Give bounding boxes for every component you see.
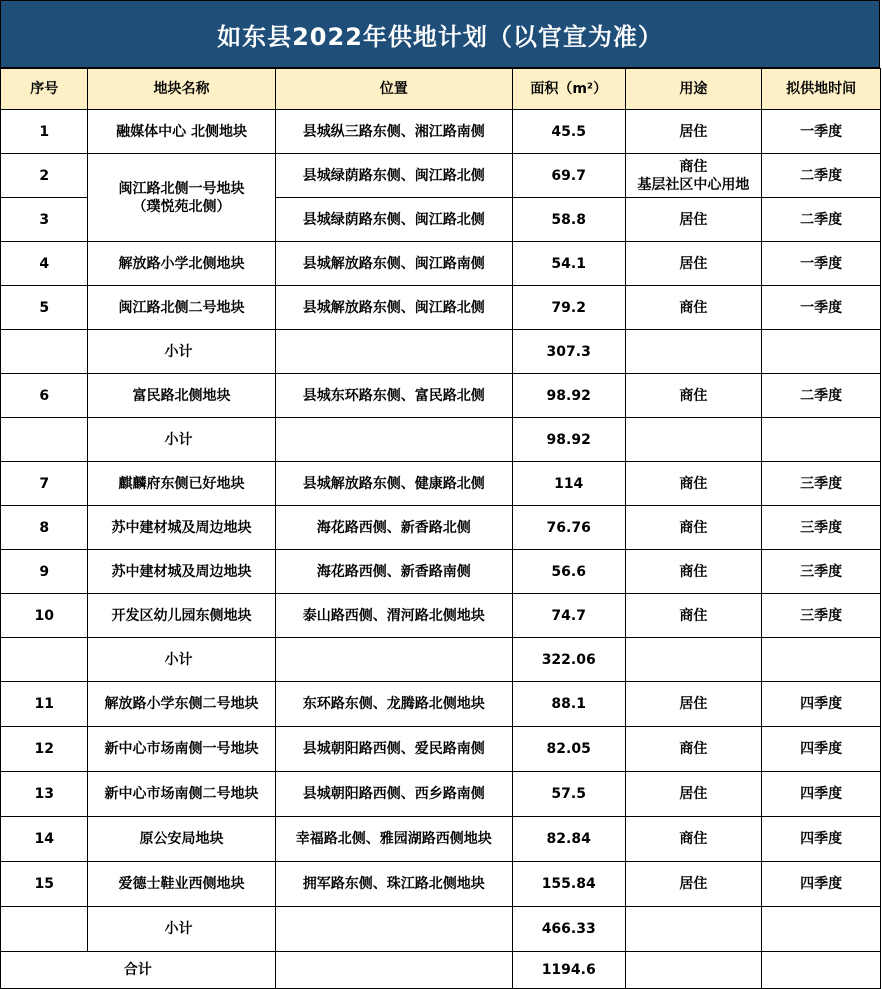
subtotal-label: 小计 (88, 330, 275, 374)
subtotal-area: 307.3 (512, 330, 625, 374)
table-row (1, 110, 881, 154)
cell-time (762, 330, 881, 374)
cell-name: 苏中建材城及周边地块 (88, 506, 275, 550)
cell-location (275, 418, 512, 462)
cell-location: 县城纵三路东侧、湘江路南侧 (275, 110, 512, 154)
cell-usage: 商住 (625, 286, 762, 330)
cell-usage: 商住 (625, 462, 762, 506)
cell-usage (625, 154, 762, 198)
cell-location: 县城绿荫路东侧、闽江路北侧 (275, 198, 512, 242)
cell-no (1, 330, 88, 374)
cell-no: 1 (1, 110, 88, 154)
cell-no: 3 (1, 198, 88, 242)
cell-usage (625, 907, 762, 952)
cell-name: 解放路小学东侧二号地块 (88, 682, 275, 727)
cell-usage (625, 418, 762, 462)
total-row (1, 952, 881, 989)
cell-usage (625, 638, 762, 682)
table-row (1, 862, 881, 907)
header-name: 地块名称 (88, 69, 275, 110)
header-time: 拟供地时间 (762, 69, 881, 110)
header-no: 序号 (1, 69, 88, 110)
land-supply-table (0, 68, 881, 989)
cell-area: 58.8 (512, 198, 625, 242)
cell-usage: 居住 (625, 772, 762, 817)
table-row (1, 154, 881, 198)
cell-name-line2: （璞悦苑北侧） (132, 198, 231, 215)
cell-location: 泰山路西侧、渭河路北侧地块 (275, 594, 512, 638)
table-row (1, 286, 881, 330)
cell-location (275, 330, 512, 374)
cell-area: 56.6 (512, 550, 625, 594)
header-area-label: 面积（ (530, 81, 573, 97)
cell-name: 富民路北侧地块 (88, 374, 275, 418)
header-area (512, 69, 625, 110)
cell-area: 76.76 (512, 506, 625, 550)
cell-time (762, 418, 881, 462)
cell-time: 四季度 (762, 772, 881, 817)
table-row (1, 242, 881, 286)
cell-location: 县城朝阳路西侧、爱民路南侧 (275, 727, 512, 772)
cell-name: 闽江路北侧二号地块 (88, 286, 275, 330)
subtotal-row (1, 907, 881, 952)
cell-time: 一季度 (762, 110, 881, 154)
cell-location: 县城东环路东侧、富民路北侧 (275, 374, 512, 418)
cell-no (1, 638, 88, 682)
cell-no: 5 (1, 286, 88, 330)
subtotal-area: 98.92 (512, 418, 625, 462)
cell-location: 海花路西侧、新香路北侧 (275, 506, 512, 550)
cell-name: 爱德士鞋业西侧地块 (88, 862, 275, 907)
cell-usage: 居住 (625, 862, 762, 907)
cell-usage: 居住 (625, 198, 762, 242)
cell-usage: 居住 (625, 682, 762, 727)
cell-no: 8 (1, 506, 88, 550)
cell-name: 苏中建材城及周边地块 (88, 550, 275, 594)
cell-usage: 商住 (625, 550, 762, 594)
cell-location: 东环路东侧、龙腾路北侧地块 (275, 682, 512, 727)
cell-area: 82.84 (512, 817, 625, 862)
cell-location (275, 952, 512, 989)
cell-time: 四季度 (762, 682, 881, 727)
header-usage: 用途 (625, 69, 762, 110)
cell-location (275, 638, 512, 682)
cell-name: 融媒体中心 北侧地块 (88, 110, 275, 154)
sheet-title: 如东县2022年供地计划（以官宣为准） (0, 0, 880, 68)
cell-no: 4 (1, 242, 88, 286)
cell-usage: 商住 (625, 817, 762, 862)
cell-location: 拥军路东侧、珠江路北侧地块 (275, 862, 512, 907)
cell-area: 57.5 (512, 772, 625, 817)
cell-area: 82.05 (512, 727, 625, 772)
cell-time: 二季度 (762, 198, 881, 242)
cell-usage-line2: 基层社区中心用地 (637, 176, 750, 193)
cell-location: 县城绿荫路东侧、闽江路北侧 (275, 154, 512, 198)
cell-usage: 商住 (625, 727, 762, 772)
cell-no (1, 907, 88, 952)
table-row (1, 506, 881, 550)
cell-no: 11 (1, 682, 88, 727)
cell-location: 海花路西侧、新香路南侧 (275, 550, 512, 594)
cell-time: 四季度 (762, 862, 881, 907)
table-row (1, 817, 881, 862)
cell-area: 79.2 (512, 286, 625, 330)
cell-name: 解放路小学北侧地块 (88, 242, 275, 286)
subtotal-row (1, 638, 881, 682)
cell-time (762, 952, 881, 989)
cell-name: 开发区幼儿园东侧地块 (88, 594, 275, 638)
table-row (1, 462, 881, 506)
cell-area: 155.84 (512, 862, 625, 907)
cell-area: 74.7 (512, 594, 625, 638)
cell-time (762, 638, 881, 682)
cell-no: 2 (1, 154, 88, 198)
subtotal-label: 小计 (88, 638, 275, 682)
cell-usage: 商住 (625, 506, 762, 550)
subtotal-row (1, 418, 881, 462)
header-row (1, 69, 881, 110)
cell-time: 二季度 (762, 374, 881, 418)
header-area-unit: m² (572, 81, 594, 97)
cell-name: 麒麟府东侧已好地块 (88, 462, 275, 506)
cell-area: 69.7 (512, 154, 625, 198)
cell-time: 一季度 (762, 242, 881, 286)
subtotal-area: 322.06 (512, 638, 625, 682)
cell-name (88, 154, 275, 242)
cell-time: 三季度 (762, 462, 881, 506)
cell-time: 三季度 (762, 506, 881, 550)
cell-location: 幸福路北侧、雅园湖路西侧地块 (275, 817, 512, 862)
cell-no (1, 418, 88, 462)
cell-location: 县城解放路东侧、闽江路北侧 (275, 286, 512, 330)
header-location: 位置 (275, 69, 512, 110)
cell-no: 14 (1, 817, 88, 862)
cell-time: 三季度 (762, 550, 881, 594)
cell-location: 县城解放路东侧、闽江路南侧 (275, 242, 512, 286)
total-label: 合计 (1, 952, 276, 989)
cell-no: 6 (1, 374, 88, 418)
cell-area: 54.1 (512, 242, 625, 286)
cell-time: 二季度 (762, 154, 881, 198)
cell-usage: 居住 (625, 110, 762, 154)
header-area-close: ） (593, 81, 608, 97)
cell-usage-line1: 商住 (679, 158, 708, 175)
table-row (1, 594, 881, 638)
subtotal-row (1, 330, 881, 374)
cell-no: 12 (1, 727, 88, 772)
cell-area: 98.92 (512, 374, 625, 418)
cell-usage (625, 952, 762, 989)
cell-location: 县城朝阳路西侧、西乡路南侧 (275, 772, 512, 817)
cell-name-line1: 闽江路北侧一号地块 (118, 180, 245, 197)
cell-no: 7 (1, 462, 88, 506)
cell-no: 9 (1, 550, 88, 594)
cell-no: 10 (1, 594, 88, 638)
cell-usage: 商住 (625, 594, 762, 638)
total-area: 1194.6 (512, 952, 625, 989)
cell-time: 四季度 (762, 817, 881, 862)
subtotal-label: 小计 (88, 907, 275, 952)
cell-time: 三季度 (762, 594, 881, 638)
cell-area: 88.1 (512, 682, 625, 727)
table-row (1, 682, 881, 727)
cell-time: 一季度 (762, 286, 881, 330)
cell-usage: 居住 (625, 242, 762, 286)
subtotal-label: 小计 (88, 418, 275, 462)
cell-usage (625, 330, 762, 374)
cell-no: 13 (1, 772, 88, 817)
subtotal-area: 466.33 (512, 907, 625, 952)
table-row (1, 374, 881, 418)
cell-usage: 商住 (625, 374, 762, 418)
table-row (1, 772, 881, 817)
cell-location (275, 907, 512, 952)
table-row (1, 550, 881, 594)
table-row (1, 727, 881, 772)
cell-name: 新中心市场南侧二号地块 (88, 772, 275, 817)
cell-area: 45.5 (512, 110, 625, 154)
cell-name: 新中心市场南侧一号地块 (88, 727, 275, 772)
cell-time: 四季度 (762, 727, 881, 772)
cell-no: 15 (1, 862, 88, 907)
cell-name: 原公安局地块 (88, 817, 275, 862)
cell-location: 县城解放路东侧、健康路北侧 (275, 462, 512, 506)
cell-time (762, 907, 881, 952)
cell-area: 114 (512, 462, 625, 506)
